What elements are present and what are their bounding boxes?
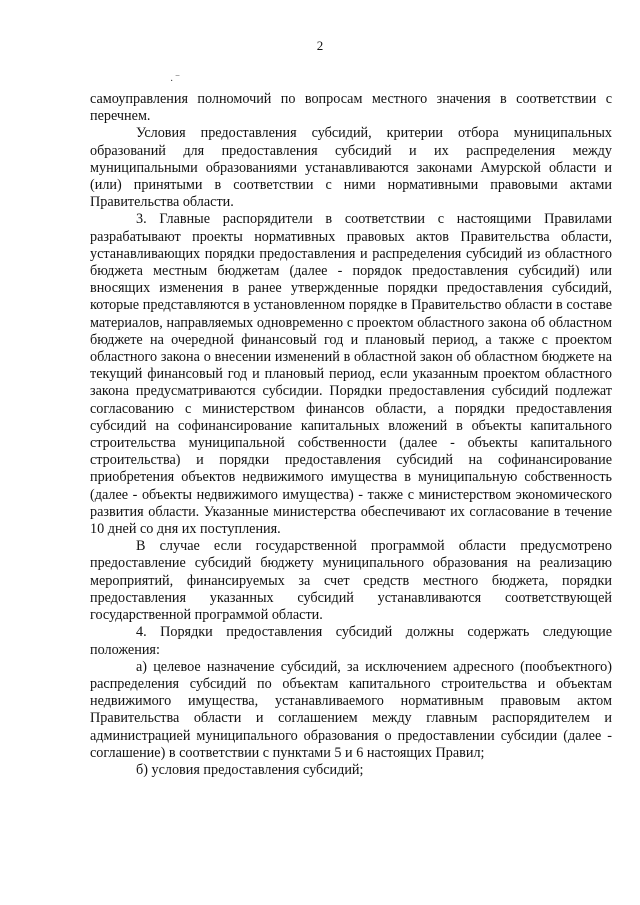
paragraph-continuation: самоуправления полномочий по вопросам местного значения в соответствии с перечнем. bbox=[90, 91, 612, 125]
paragraph-4: 4. Порядки предоставления субсидий должны содержать следующие положения: bbox=[90, 624, 612, 658]
list-item-a: а) целевое назначение субсидий, за исключением адресного (пообъектного) распределения субсидий по объектам капитального строительства и объектам недвижимого имущества, устанавливаемого нормативным правовым актом Правительства области и соглашением между главным распорядителем и администрацией муниципального образования о предоставлении субсидии (далее - соглашение) в соответствии с пунктами 5 и 6 настоящих Правил; bbox=[90, 658, 612, 761]
paragraph-3: 3. Главные распорядители в соответствии с настоящими Правилами разрабатывают проекты нормативных правовых актов Правительства области, устанавливающих порядки предоставления и распределения субсидий из областного бюджета местным бюджетам (далее - порядок предоставления субсидий) или вносящих изменения в ранее утвержденные порядки предоставления субсидий, которые представляются в установленном порядке в Правительство области в составе материалов, направляемых одновременно с проектом областного закона об областном бюджете на очередной финансовый год и плановый период, а также с проектом областного закона о внесении изменений в областной закон об областном бюджете на текущий финансовый год и плановый период, если указанным проектом областного закона предусматриваются субсидии. Порядки предоставления субсидий подлежат согласованию с министерством финансов области, а порядки предоставления субсидий на софинансирование капитальных вложений в объекты капитального строительства муниципальной собственности (далее - объекты капитального строительства) и порядки предоставления субсидий на софинансирование приобретения объектов недвижимого имущества в муниципальную собственность (далее - объекты недвижимого имущества) - также с министерством экономического развития области. Указанные министерства обеспечивают их согласование в течение 10 дней со дня их поступления. bbox=[90, 211, 612, 538]
list-item-b: б) условия предоставления субсидий; bbox=[136, 761, 364, 778]
paragraph-state-program: В случае если государственной программой области предусмотрено предоставление субсидий бюджету муниципального образования на реализацию мероприятий, финансируемых за счет средств местного бюджета, порядки предоставления указанных субсидий устанавливаются соответствующей государственной программой области. bbox=[90, 538, 612, 624]
page-number: 2 bbox=[316, 38, 324, 53]
document-body bbox=[90, 91, 612, 779]
scan-mark: · ‾ bbox=[170, 76, 180, 87]
paragraph-conditions: Условия предоставления субсидий, критерии отбора муниципальных образований для предоставления субсидий и их распределения между муниципальными образованиями устанавливаются законами Амурской области и (или) принятыми в соответствии с ними нормативными правовыми актами Правительства области. bbox=[90, 125, 612, 211]
